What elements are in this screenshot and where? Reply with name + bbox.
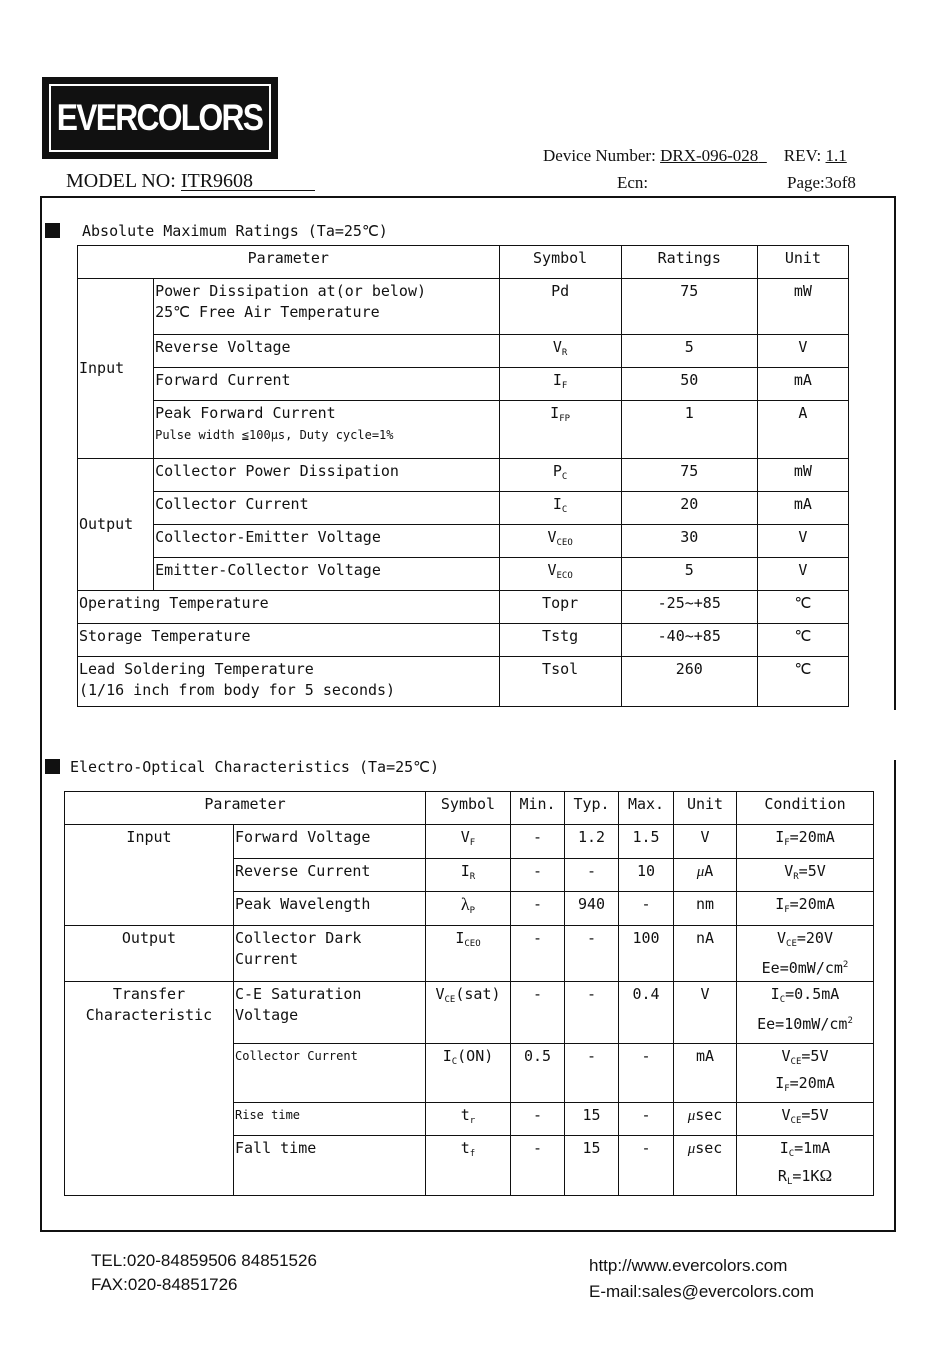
param-note: Pulse width ≦100μs, Duty cycle=1% [155, 428, 394, 442]
param-cell [234, 982, 426, 1044]
param-text: Peak Forward Current [155, 404, 336, 422]
header-symbol: Symbol [499, 246, 621, 279]
symbol-text: V [435, 985, 445, 1003]
table-row [78, 624, 849, 657]
symbol-text: I [455, 929, 465, 947]
param-cell: Rise time [234, 1103, 426, 1136]
condition-cell [737, 825, 874, 859]
table-header-row [78, 246, 849, 279]
device-number-value: DRX-096-028 [660, 146, 759, 165]
group-input-label: Input [78, 279, 154, 459]
param-text: Power Dissipation at(or below) [155, 282, 427, 300]
rating-cell: 5 [621, 335, 757, 368]
table-row [78, 335, 849, 368]
cond-text: I [770, 985, 780, 1003]
mu-symbol: μ [687, 1141, 696, 1157]
unit-text: sec [695, 1106, 723, 1124]
cond-subscript-2: L [786, 1177, 793, 1187]
param-text-2: (1/16 inch from body for 5 seconds) [79, 681, 396, 699]
omega-symbol: Ω [819, 1166, 833, 1185]
unit-cell [674, 1103, 737, 1136]
param-cell: Storage Temperature [78, 624, 500, 657]
unit-cell: nm [674, 892, 737, 926]
condition-cell [737, 892, 874, 926]
rating-cell: 260 [621, 657, 757, 707]
footer-website-link[interactable] [589, 1256, 787, 1276]
param-cell [234, 926, 426, 982]
condition-cell [737, 1103, 874, 1136]
param-text: Lead Soldering Temperature [79, 660, 314, 678]
unit-cell: mA [757, 492, 848, 525]
typ-cell: - [565, 1044, 619, 1103]
symbol-text: V [547, 528, 557, 546]
symbol-suffix: (sat) [455, 985, 501, 1003]
symbol-subscript: C [561, 505, 568, 515]
rating-cell: -40~+85 [621, 624, 757, 657]
company-logo [42, 77, 278, 159]
cond-value: =0.5mA [785, 985, 840, 1003]
param-cell: Fall time [234, 1136, 426, 1196]
cond-subscript: F [784, 838, 790, 848]
header-unit: Unit [674, 792, 737, 825]
cond-line-2: Ee=10mW/cm [757, 1015, 848, 1033]
symbol-cell [499, 492, 621, 525]
rating-cell: 1 [621, 401, 757, 459]
symbol-subscript: ECO [556, 571, 573, 581]
header-condition: Condition [737, 792, 874, 825]
symbol-cell [499, 459, 621, 492]
param-text-2: Voltage [235, 1006, 299, 1024]
symbol-cell: Pd [499, 279, 621, 335]
amr-title-text: Absolute Maximum Ratings (Ta=25℃) [82, 222, 388, 240]
unit-text: sec [695, 1139, 723, 1157]
header-parameter: Parameter [65, 792, 426, 825]
param-cell: Emitter-Collector Voltage [154, 558, 499, 591]
symbol-subscript: F [561, 381, 568, 391]
cond-subscript: C [779, 995, 786, 1005]
cond-value: =5V [798, 862, 826, 880]
symbol-cell [426, 892, 511, 926]
footer-fax [91, 1275, 238, 1295]
symbol-suffix: (ON) [457, 1047, 494, 1065]
symbol-cell [426, 982, 511, 1044]
symbol-cell [426, 1103, 511, 1136]
symbol-text: I [460, 862, 470, 880]
param-cell: Forward Current [154, 368, 499, 401]
rating-cell: 50 [621, 368, 757, 401]
bullet-square-icon [45, 759, 60, 774]
unit-cell: A [757, 401, 848, 459]
param-cell [154, 401, 499, 459]
group-output-label: Output [78, 459, 154, 591]
unit-cell: mA [674, 1044, 737, 1103]
max-cell: 1.5 [619, 825, 674, 859]
symbol-text: I [552, 371, 562, 389]
mu-symbol: μ [696, 864, 705, 880]
cond-text: I [779, 1139, 789, 1157]
symbol-cell [499, 558, 621, 591]
model-value: ITR9608 [180, 170, 254, 192]
cond-text: V [777, 929, 787, 947]
table-header-row [65, 792, 874, 825]
group-transfer-label [65, 982, 234, 1196]
header-unit: Unit [757, 246, 848, 279]
unit-cell: V [674, 825, 737, 859]
unit-cell: V [757, 525, 848, 558]
param-cell: Operating Temperature [78, 591, 500, 624]
eoc-section-title [45, 758, 439, 776]
cond-value: =20V [796, 929, 833, 947]
param-cell: Collector Power Dissipation [154, 459, 499, 492]
symbol-text: V [460, 828, 470, 846]
symbol-text: I [552, 495, 562, 513]
min-cell: 0.5 [511, 1044, 565, 1103]
cond-value: =20mA [789, 895, 835, 913]
typ-cell: - [565, 926, 619, 982]
rev-label: REV: [783, 146, 822, 165]
typ-cell: 940 [565, 892, 619, 926]
cond-text: V [784, 862, 794, 880]
param-cell: Collector-Emitter Voltage [154, 525, 499, 558]
frame-gap [892, 710, 896, 760]
symbol-subscript: CEO [556, 538, 573, 548]
unit-cell: V [757, 558, 848, 591]
min-cell: - [511, 892, 565, 926]
tel-text: TEL:020-84859506 84851526 [91, 1251, 317, 1270]
symbol-subscript: FP [559, 414, 571, 424]
amr-section-title [45, 222, 388, 240]
rating-cell: 5 [621, 558, 757, 591]
param-cell: Collector Current [234, 1044, 426, 1103]
param-cell [78, 657, 500, 707]
cond-subscript: F [784, 905, 790, 915]
typ-cell: 15 [565, 1103, 619, 1136]
symbol-text: t [460, 1139, 470, 1157]
param-text-2: 25℃ Free Air Temperature [155, 303, 380, 321]
cond-value: =5V [801, 1047, 829, 1065]
symbol-subscript: P [469, 906, 476, 916]
min-cell: - [511, 825, 565, 859]
rating-cell: 75 [621, 459, 757, 492]
header-symbol: Symbol [426, 792, 511, 825]
header-ratings: Ratings [621, 246, 757, 279]
unit-cell: ℃ [757, 624, 848, 657]
min-cell: - [511, 859, 565, 892]
device-number-label: Device Number: [543, 146, 656, 165]
max-cell: 10 [619, 859, 674, 892]
absolute-max-ratings-table [77, 245, 849, 707]
max-cell: - [619, 1044, 674, 1103]
unit-cell: mW [757, 459, 848, 492]
rev-value: 1.1 [825, 146, 847, 165]
param-cell: Peak Wavelength [234, 892, 426, 926]
device-number-line [543, 146, 847, 166]
min-cell: - [511, 926, 565, 982]
unit-cell: ℃ [757, 657, 848, 707]
min-cell: - [511, 1136, 565, 1196]
rating-cell: 75 [621, 279, 757, 335]
group-transfer-line-1: Transfer [112, 985, 186, 1003]
table-row [65, 982, 874, 1044]
symbol-text: I [442, 1047, 452, 1065]
symbol-cell: Tsol [499, 657, 621, 707]
symbol-cell [426, 859, 511, 892]
cond-subscript: C [788, 1149, 795, 1159]
group-input-label: Input [65, 825, 234, 926]
cond-value-2: =20mA [789, 1074, 835, 1092]
symbol-cell [499, 401, 621, 459]
param-text: C-E Saturation [235, 985, 362, 1003]
symbol-cell [426, 926, 511, 982]
unit-text: A [704, 862, 714, 880]
cond-subscript-2: F [784, 1084, 790, 1094]
param-cell [154, 279, 499, 335]
table-row [65, 825, 874, 859]
symbol-text: t [460, 1106, 470, 1124]
param-cell: Forward Voltage [234, 825, 426, 859]
rating-cell: 30 [621, 525, 757, 558]
mu-symbol: μ [687, 1108, 696, 1124]
unit-cell: ℃ [757, 591, 848, 624]
max-cell: - [619, 1103, 674, 1136]
cond-line-2: Ee=0mW/cm [761, 959, 843, 977]
condition-cell [737, 982, 874, 1044]
symbol-cell: Tstg [499, 624, 621, 657]
max-cell: - [619, 1136, 674, 1196]
cond-superscript: 2 [842, 960, 849, 970]
symbol-subscript: C [561, 472, 568, 482]
condition-cell [737, 1136, 874, 1196]
header-min: Min. [511, 792, 565, 825]
table-row [78, 279, 849, 335]
symbol-subscript: r [469, 1116, 476, 1126]
symbol-subscript: F [469, 838, 476, 848]
unit-cell [674, 1136, 737, 1196]
bullet-square-icon [45, 223, 60, 238]
symbol-text: λ [460, 894, 470, 914]
logo-text: EVERCOLORS [57, 97, 263, 138]
symbol-subscript: CE [444, 995, 456, 1005]
symbol-cell [426, 825, 511, 859]
typ-cell: - [565, 982, 619, 1044]
header-typ: Typ. [565, 792, 619, 825]
table-row [78, 492, 849, 525]
min-cell: - [511, 982, 565, 1044]
symbol-subscript: f [469, 1149, 476, 1159]
cond-subscript: R [793, 872, 799, 882]
cond-text: V [781, 1047, 791, 1065]
condition-cell [737, 1044, 874, 1103]
condition-cell [737, 926, 874, 982]
symbol-text: I [550, 404, 560, 422]
symbol-subscript: R [561, 348, 568, 358]
symbol-text: P [552, 462, 562, 480]
symbol-cell [499, 335, 621, 368]
symbol-cell [499, 368, 621, 401]
model-line [66, 170, 315, 193]
cond-line-2: R [777, 1167, 787, 1185]
unit-cell: mA [757, 368, 848, 401]
unit-cell: nA [674, 926, 737, 982]
cond-value: =5V [801, 1106, 829, 1124]
eoc-title-text: Electro-Optical Characteristics (Ta=25℃) [70, 758, 440, 776]
cond-line-2: I [775, 1074, 785, 1092]
website-text[interactable]: http://www.evercolors.com [589, 1256, 788, 1275]
typ-cell: 15 [565, 1136, 619, 1196]
footer-email-link[interactable] [589, 1282, 814, 1302]
model-label: MODEL NO: [66, 170, 176, 192]
max-cell: - [619, 892, 674, 926]
fax-text: FAX:020-84851726 [91, 1275, 238, 1294]
param-cell: Reverse Voltage [154, 335, 499, 368]
unit-cell: mW [757, 279, 848, 335]
email-text[interactable]: E-mail:sales@evercolors.com [589, 1282, 815, 1301]
unit-cell [674, 859, 737, 892]
cond-text: I [775, 895, 785, 913]
condition-cell [737, 859, 874, 892]
cond-value: =20mA [789, 828, 835, 846]
electro-optical-table [64, 791, 874, 1196]
table-row [78, 368, 849, 401]
table-row [78, 591, 849, 624]
min-cell: - [511, 1103, 565, 1136]
header-max: Max. [619, 792, 674, 825]
group-transfer-line-2: Characteristic [85, 1006, 213, 1024]
param-cell: Collector Current [154, 492, 499, 525]
max-cell: 100 [619, 926, 674, 982]
cond-subscript: CE [786, 939, 797, 949]
typ-cell: 1.2 [565, 825, 619, 859]
symbol-subscript: R [469, 872, 476, 882]
page-indicator: Page:3of8 [787, 173, 856, 192]
symbol-text: V [552, 338, 562, 356]
cond-subscript: CE [790, 1116, 802, 1126]
unit-cell: V [757, 335, 848, 368]
table-row [65, 926, 874, 982]
table-row [78, 459, 849, 492]
symbol-subscript: C [451, 1057, 458, 1067]
symbol-cell [426, 1136, 511, 1196]
table-row [78, 401, 849, 459]
rating-cell: 20 [621, 492, 757, 525]
cond-text: V [781, 1106, 791, 1124]
symbol-cell: Topr [499, 591, 621, 624]
header-parameter: Parameter [78, 246, 500, 279]
symbol-text: V [547, 561, 557, 579]
symbol-cell [499, 525, 621, 558]
cond-superscript: 2 [847, 1016, 853, 1026]
ecn-label: Ecn: [617, 173, 649, 192]
param-text: Collector Dark [235, 929, 362, 947]
typ-cell: - [565, 859, 619, 892]
table-row [78, 657, 849, 707]
unit-cell: V [674, 982, 737, 1044]
max-cell: 0.4 [619, 982, 674, 1044]
param-cell: Reverse Current [234, 859, 426, 892]
table-row [78, 525, 849, 558]
cond-subscript: CE [790, 1057, 802, 1067]
group-output-label: Output [65, 926, 234, 982]
footer-tel [91, 1251, 317, 1271]
rating-cell: -25~+85 [621, 591, 757, 624]
param-text-2: Current [235, 950, 299, 968]
symbol-subscript: CEO [464, 939, 481, 949]
cond-value: =1mA [794, 1139, 831, 1157]
cond-value-2: =1K [792, 1167, 820, 1185]
table-row [78, 558, 849, 591]
cond-text: I [775, 828, 785, 846]
symbol-cell [426, 1044, 511, 1103]
